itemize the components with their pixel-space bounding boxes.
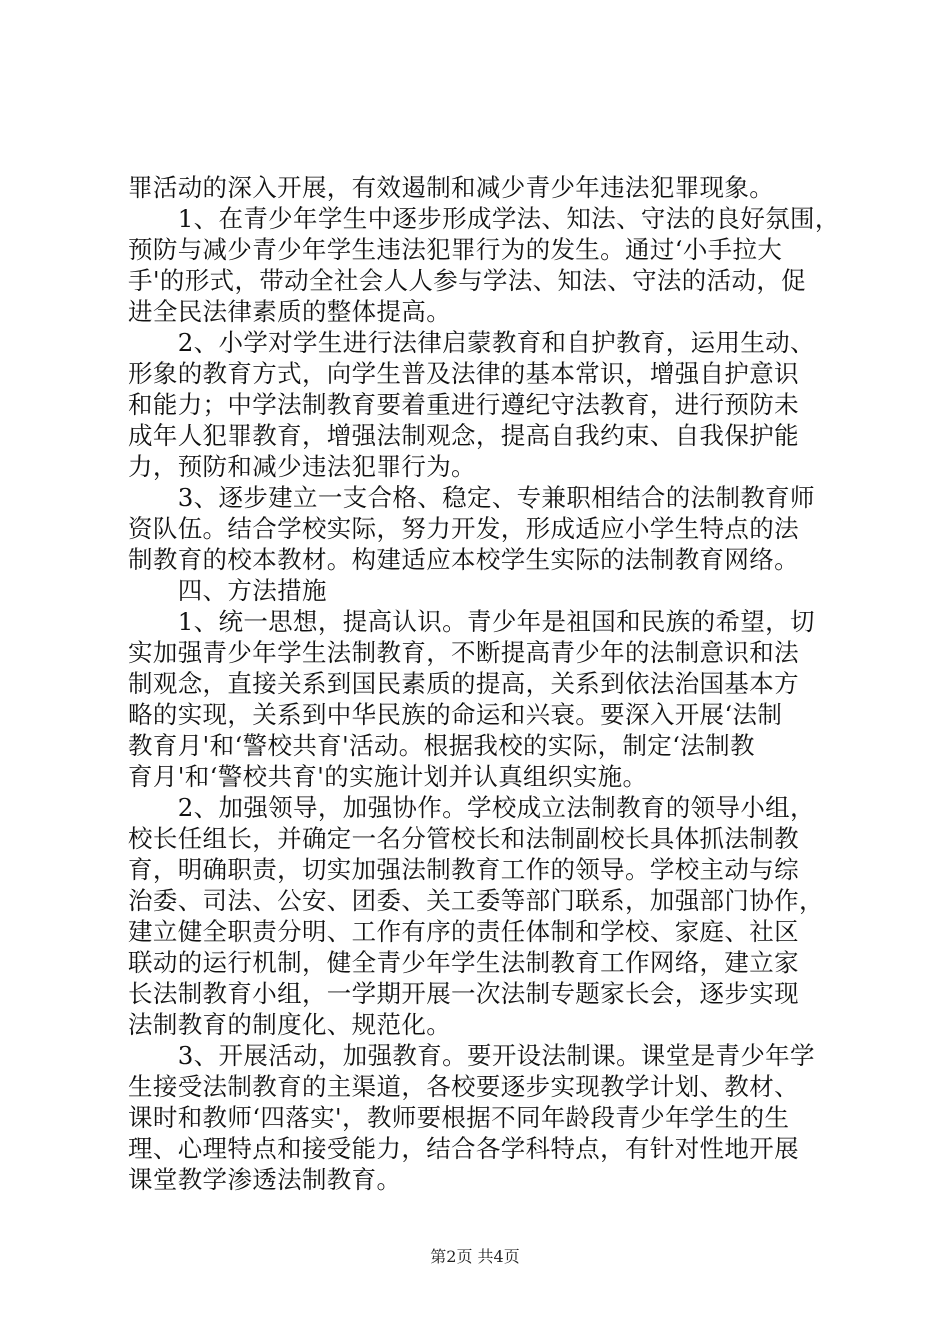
text-line: 育月'和‘警校共育'的实施计划并认真组织实施。 <box>128 762 648 791</box>
text-line: 教育月'和‘警校共育'活动。根据我校的实际，制定‘法制教 <box>128 731 755 760</box>
text-line: 治委、司法、公安、团委、关工委等部门联系，加强部门协作， <box>128 886 824 915</box>
text-line: 课堂教学渗透法制教育。 <box>128 1165 402 1194</box>
text-line: 建立健全职责分明、工作有序的责任体制和学校、家庭、社区 <box>128 917 799 946</box>
text-line: 进全民法律素质的整体提高。 <box>128 297 452 326</box>
text-line: 力，预防和减少违法犯罪行为。 <box>128 452 476 481</box>
text-line: 联动的运行机制，健全青少年学生法制教育工作网络，建立家 <box>128 948 799 977</box>
text-line: 成年人犯罪教育，增强法制观念，提高自我约束、自我保护能 <box>128 421 799 450</box>
text-line: 3、开展活动，加强教育。要开设法制课。课堂是青少年学 <box>128 1041 815 1070</box>
text-line: 理、心理特点和接受能力，结合各学科特点，有针对性地开展 <box>128 1134 799 1163</box>
text-line: 手'的形式，带动全社会人人参与学法、知法、守法的活动，促 <box>128 266 807 295</box>
text-line: 校长任组长，并确定一名分管校长和法制副校长具体抓法制教 <box>128 824 799 853</box>
text-line: 3、逐步建立一支合格、稳定、专兼职相结合的法制教育师 <box>128 483 815 512</box>
text-line: 四、方法措施 <box>128 576 327 605</box>
text-line: 资队伍。结合学校实际，努力开发，形成适应小学生特点的法 <box>128 514 799 543</box>
text-line: 育，明确职责，切实加强法制教育工作的领导。学校主动与综 <box>128 855 799 884</box>
text-line: 生接受法制教育的主渠道，各校要逐步实现教学计划、教材、 <box>128 1072 799 1101</box>
text-line: 1、统一思想，提高认识。青少年是祖国和民族的希望，切 <box>128 607 815 636</box>
text-line: 1、在青少年学生中逐步形成学法、知法、守法的良好氛围， <box>128 204 840 233</box>
text-line: 制观念，直接关系到国民素质的提高，关系到依法治国基本方 <box>128 669 799 698</box>
text-line: 形象的教育方式，向学生普及法律的基本常识，增强自护意识 <box>128 359 799 388</box>
document-body <box>128 172 840 1195</box>
page-footer: 第2页 共4页 <box>430 1247 520 1266</box>
text-line: 长法制教育小组，一学期开展一次法制专题家长会，逐步实现 <box>128 979 799 1008</box>
text-line: 2、加强领导，加强协作。学校成立法制教育的领导小组， <box>128 793 815 822</box>
text-line: 实加强青少年学生法制教育，不断提高青少年的法制意识和法 <box>128 638 799 667</box>
text-line: 和能力；中学法制教育要着重进行遵纪守法教育，进行预防未 <box>128 390 799 419</box>
text-line: 预防与减少青少年学生违法犯罪行为的发生。通过‘小手拉大 <box>128 235 783 264</box>
text-line: 制教育的校本教材。构建适应本校学生实际的法制教育网络。 <box>128 545 799 574</box>
text-line: 略的实现，关系到中华民族的命运和兴衰。要深入开展‘法制 <box>128 700 783 729</box>
text-line: 2、小学对学生进行法律启蒙教育和自护教育，运用生动、 <box>128 328 815 357</box>
text-line: 课时和教师‘四落实'，教师要根据不同年龄段青少年学生的生 <box>128 1103 790 1132</box>
text-line: 法制教育的制度化、规范化。 <box>128 1010 452 1039</box>
text-line: 罪活动的深入开展，有效遏制和减少青少年违法犯罪现象。 <box>128 173 775 202</box>
